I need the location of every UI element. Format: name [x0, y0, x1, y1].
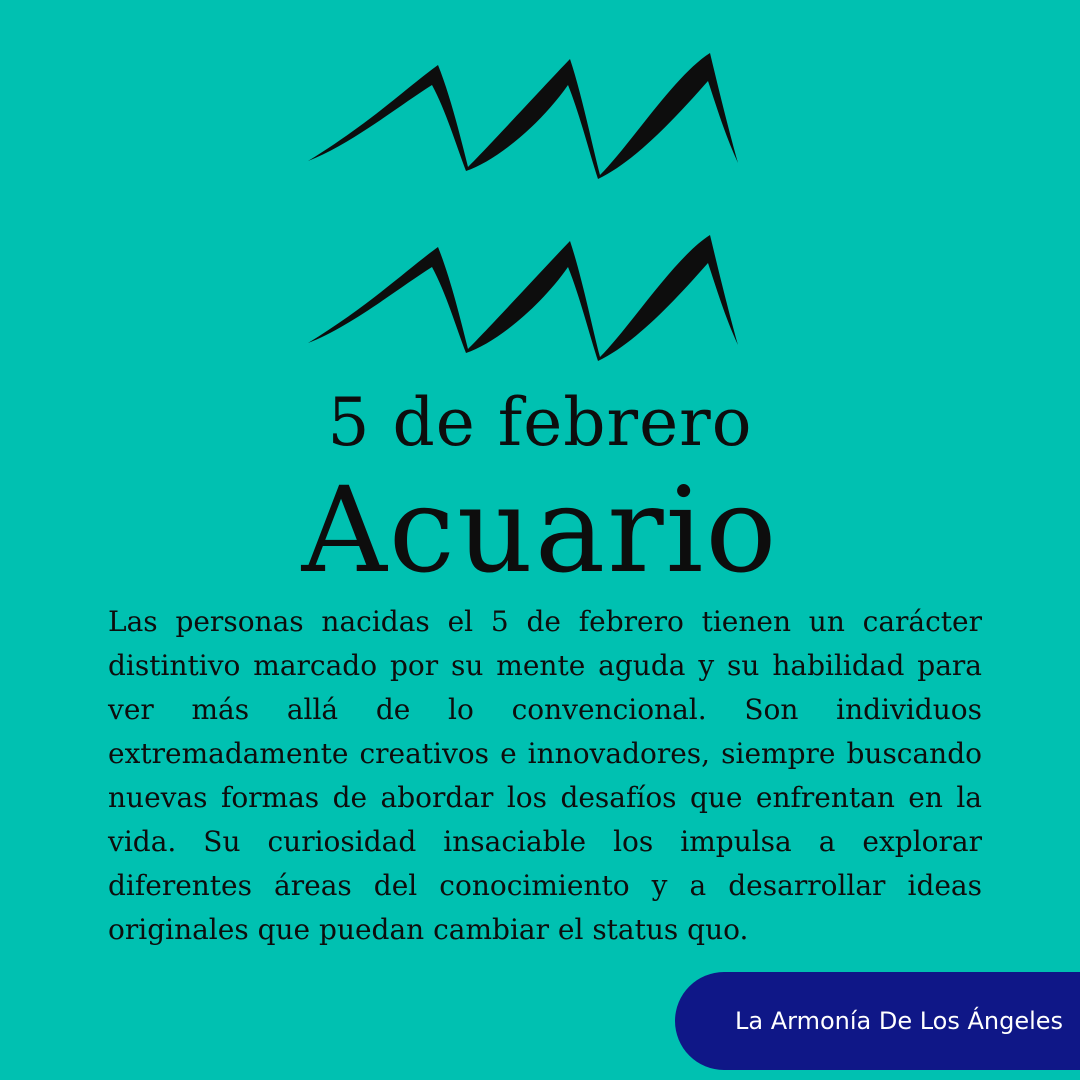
aquarius-wave-top: [308, 53, 738, 179]
aquarius-wave-bottom: [308, 235, 738, 361]
zodiac-sign-title: Acuario: [301, 461, 779, 599]
birth-date-heading: 5 de febrero: [327, 384, 753, 461]
sign-description: Las personas nacidas el 5 de febrero tienen un carácter distintivo marcado por su mente aguda y su habilidad para ver más allá de lo convencional. Son individuos extremadamente creativos e innovadores, siempre buscando nuevas formas de abordar los desafíos que enfrentan en la vida. Su curiosidad insaciable los impulsa a explorar diferentes áreas del conocimiento y a desarrollar ideas originales que puedan cambiar el status quo.: [108, 605, 982, 946]
brand-name: La Armonía De Los Ángeles: [735, 1007, 1064, 1035]
aquarius-symbol-icon: [300, 45, 750, 375]
brand-badge: [675, 972, 1080, 1070]
